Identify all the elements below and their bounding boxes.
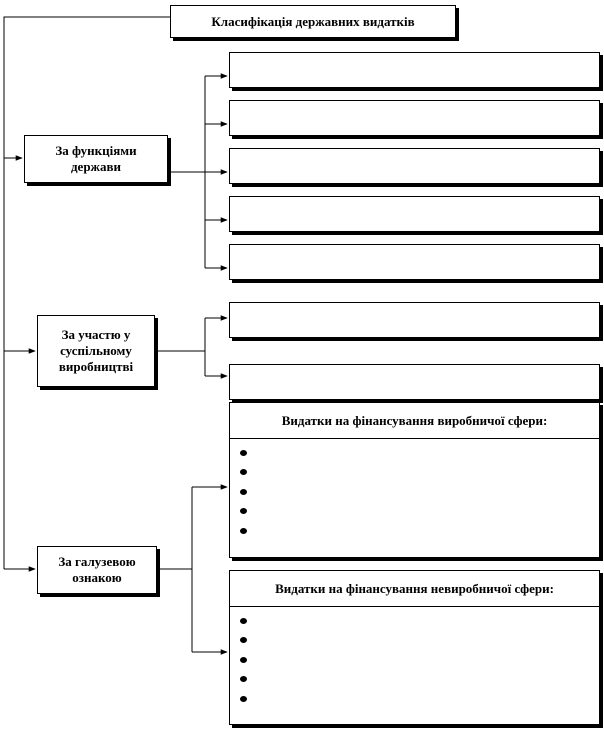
list-item xyxy=(240,521,599,541)
bullet-dot-icon xyxy=(240,469,247,475)
list-item xyxy=(240,482,599,502)
category-participation-box xyxy=(37,315,155,387)
functions-item-box xyxy=(229,148,600,184)
productive-sphere-panel xyxy=(229,402,600,558)
category-sector-box xyxy=(37,546,157,594)
title-text: Класифікація державних видатків xyxy=(211,13,415,29)
title-box xyxy=(170,5,456,38)
category-functions-box xyxy=(24,135,168,183)
list-item xyxy=(240,670,599,690)
list-item xyxy=(240,443,599,463)
bullet-dot-icon xyxy=(240,450,247,456)
category-functions-text: За функціями держави xyxy=(55,143,137,174)
bullet-dot-icon xyxy=(240,676,247,682)
participation-item-box xyxy=(229,364,600,400)
category-participation-text: За участю у суспільному виробництві xyxy=(58,327,134,374)
bullet-dot-icon xyxy=(240,528,247,534)
nonproductive-sphere-title: Видатки на фінансування невиробничої сфери: xyxy=(230,571,599,607)
bullet-dot-icon xyxy=(240,696,247,702)
participation-item-box xyxy=(229,302,600,338)
functions-item-box xyxy=(229,244,600,280)
list-item xyxy=(240,631,599,651)
bullet-dot-icon xyxy=(240,508,247,514)
productive-sphere-title: Видатки на фінансування виробничої сфери: xyxy=(230,403,599,439)
bullet-dot-icon xyxy=(240,637,247,643)
nonproductive-sphere-panel xyxy=(229,570,600,725)
list-item xyxy=(240,502,599,522)
productive-sphere-list xyxy=(230,443,599,541)
bullet-dot-icon xyxy=(240,489,247,495)
functions-item-box xyxy=(229,52,600,88)
functions-item-box xyxy=(229,196,600,232)
list-item xyxy=(240,650,599,670)
bullet-dot-icon xyxy=(240,618,247,624)
functions-item-box xyxy=(229,100,600,136)
bullet-dot-icon xyxy=(240,657,247,663)
category-sector-text: За галузевою ознакою xyxy=(58,554,136,585)
list-item xyxy=(240,689,599,709)
nonproductive-sphere-list xyxy=(230,611,599,709)
list-item xyxy=(240,463,599,483)
list-item xyxy=(240,611,599,631)
